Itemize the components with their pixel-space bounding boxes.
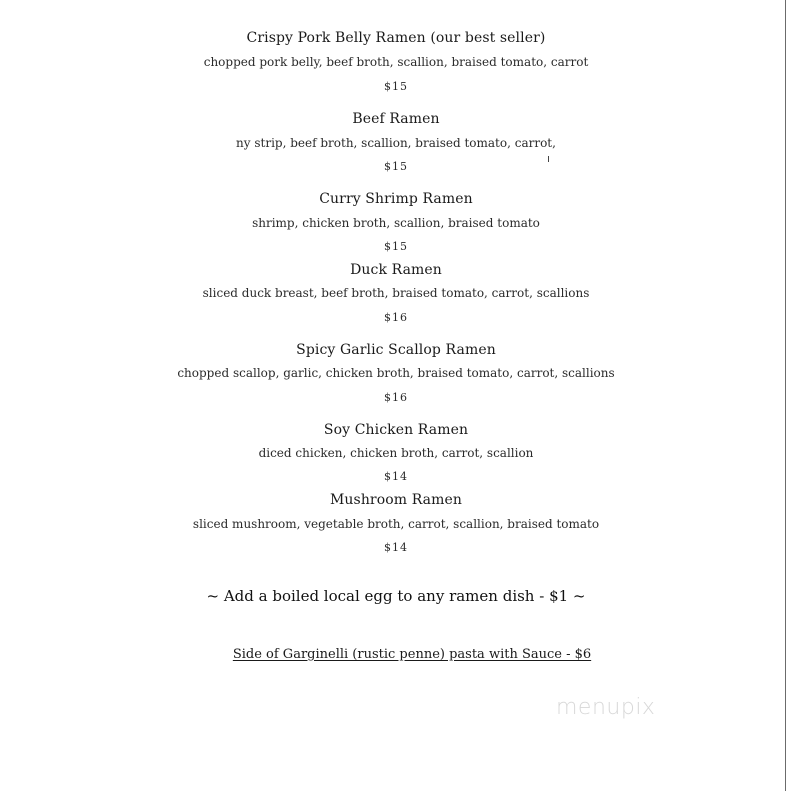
menupix-watermark: menupix (556, 695, 656, 720)
menu-item-price: $15 (384, 160, 408, 173)
menu-item-description: diced chicken, chicken broth, carrot, scallion (258, 446, 534, 460)
menu-item-description: ny strip, beef broth, scallion, braised tomato, carrot, (236, 136, 556, 150)
menu-item-price: $16 (384, 311, 408, 324)
menu-item-description: chopped scallop, garlic, chicken broth, braised tomato, carrot, scallions (177, 366, 615, 380)
menu-item-name: Soy Chicken Ramen (323, 422, 469, 438)
menu-item-name: Spicy Garlic Scallop Ramen (296, 342, 496, 358)
menu-item-name: Mushroom Ramen (329, 492, 462, 508)
side-pasta-note: Side of Garginelli (rustic penne) pasta with Sauce - $6 (232, 647, 592, 662)
egg-addon-note: ~ Add a boiled local egg to any ramen dish - $1 ~ (206, 587, 586, 605)
menu-item-price: $14 (384, 541, 408, 554)
menu-item-description: chopped pork belly, beef broth, scallion, braised tomato, carrot (203, 55, 589, 69)
menu-item-name: Curry Shrimp Ramen (319, 191, 473, 207)
menu-item-price: $15 (384, 80, 408, 93)
menu-item-price: $15 (384, 240, 408, 253)
menu-item-description: sliced duck breast, beef broth, braised tomato, carrot, scallions (202, 286, 590, 300)
menu-item-price: $16 (384, 391, 408, 404)
menu-item-name: Beef Ramen (352, 111, 440, 127)
menu-item-description: shrimp, chicken broth, scallion, braised tomato (252, 216, 540, 230)
menu-item-name: Duck Ramen (350, 262, 442, 278)
menu-item-description: sliced mushroom, vegetable broth, carrot, scallion, braised tomato (192, 517, 600, 531)
scan-mark (548, 156, 549, 162)
menu-item-price: $14 (384, 470, 408, 483)
menu-item-name: Crispy Pork Belly Ramen (our best seller) (246, 30, 546, 46)
